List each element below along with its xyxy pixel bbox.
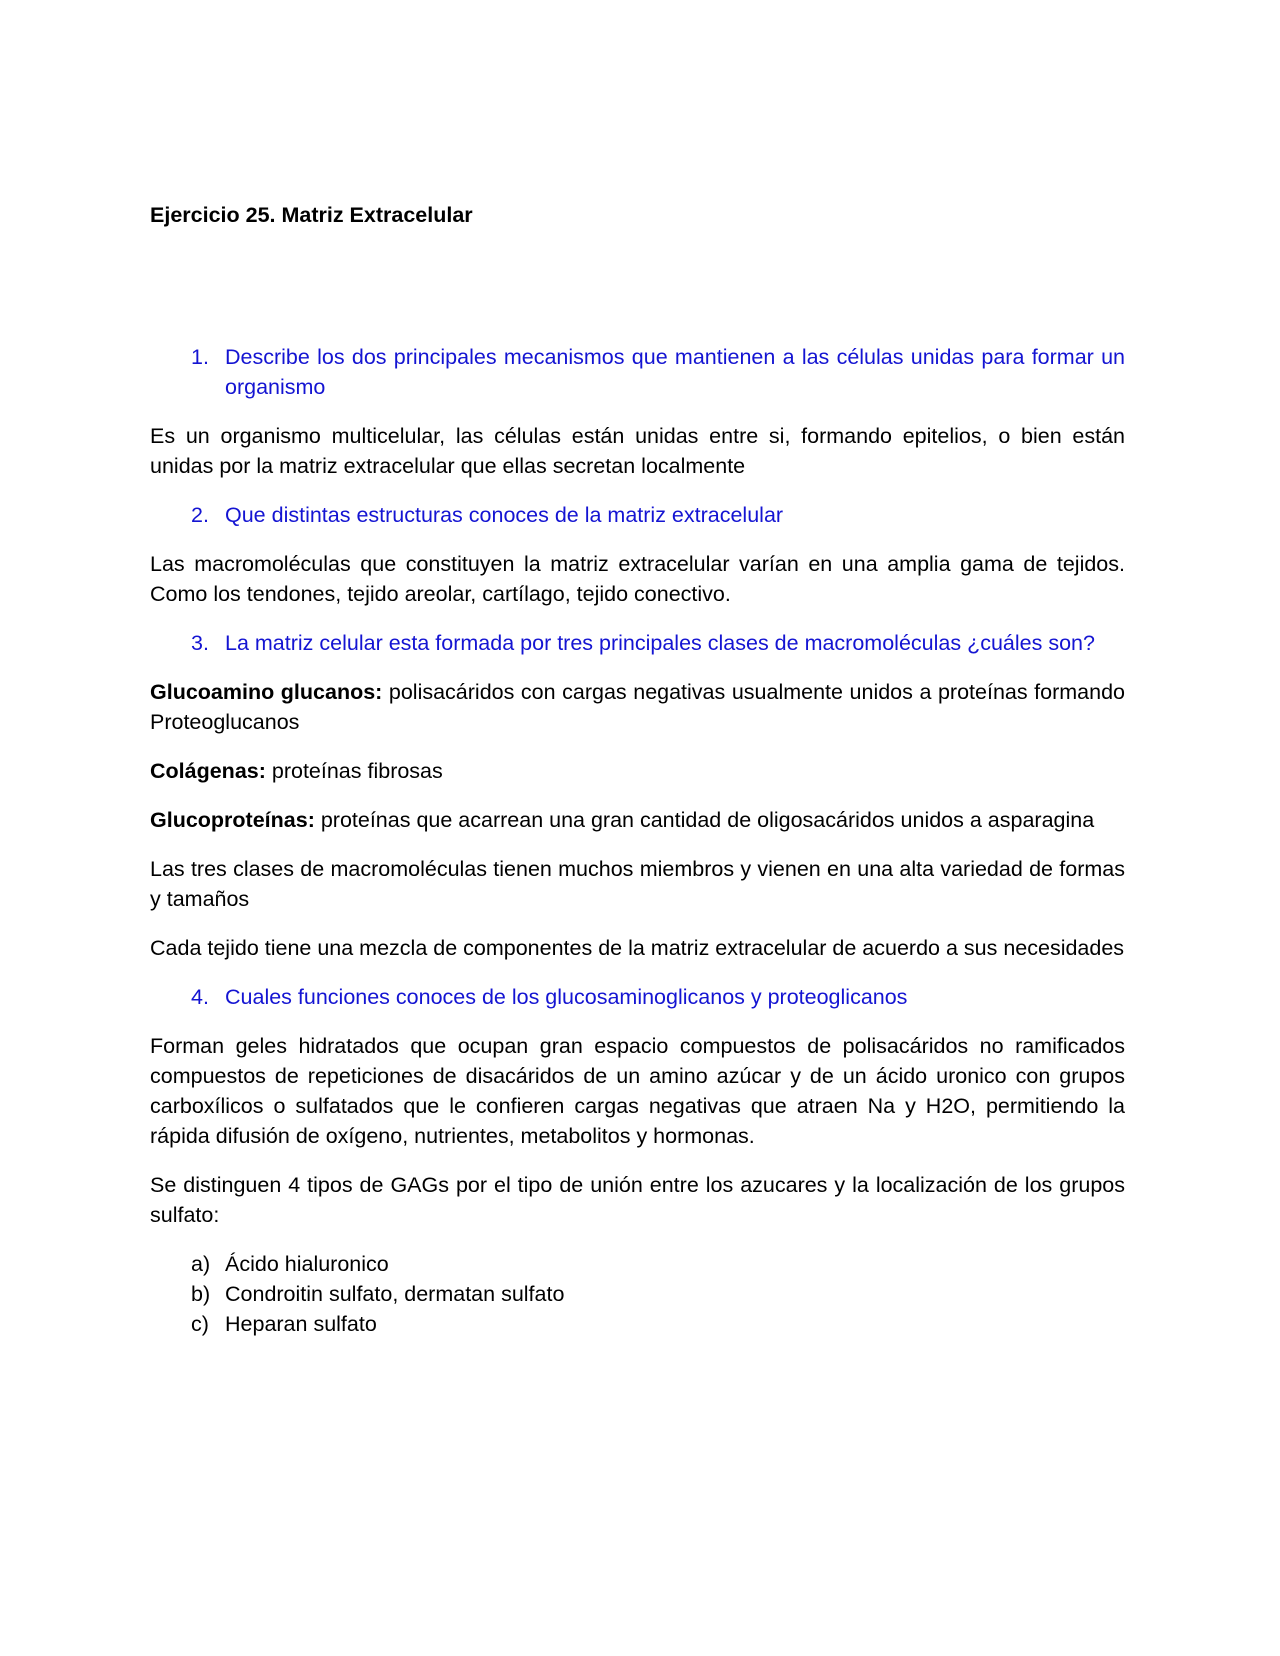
- document-page: [150, 200, 1125, 1339]
- answer-3-glucoamino: [150, 677, 1125, 737]
- question-4: [150, 982, 1125, 1012]
- list-item: [150, 1279, 1125, 1309]
- question-1: [150, 342, 1125, 402]
- answer-2: Las macromoléculas que constituyen la matriz extracelular varían en una amplia gama de tejidos. Como los tendones, tejido areolar, cartílago, tejido conectivo.: [150, 552, 1125, 606]
- question-number: 3.: [191, 631, 209, 655]
- answer-4-paragraph: Forman geles hidratados que ocupan gran espacio compuestos de polisacáridos no ramificados compuestos de repeticiones de disacáridos de un amino azúcar y de un ácido uronico con grupos carboxílicos o sulfatados que le confieren cargas negativas que atraen Na y H2O, permitiendo la rápida difusión de oxígeno, nutrientes, metabolitos y hormonas.: [150, 1034, 1125, 1148]
- list-text: Ácido hialuronico: [225, 1252, 389, 1276]
- term-definition: proteínas que acarrean una gran cantidad de oligosacáridos unidos a asparagina: [314, 808, 1095, 832]
- question-text: Cuales funciones conoces de los glucosaminoglicanos y proteoglicanos: [225, 985, 908, 1009]
- list-label: a): [191, 1252, 211, 1276]
- question-text: Que distintas estructuras conoces de la matriz extracelular: [225, 503, 784, 527]
- list-text: Condroitin sulfato, dermatan sulfato: [225, 1282, 565, 1306]
- answer-4-paragraph: Se distinguen 4 tipos de GAGs por el tipo de unión entre los azucares y la localización de los grupos sulfato:: [150, 1173, 1125, 1227]
- list-item: [150, 1309, 1125, 1339]
- question-text: La matriz celular esta formada por tres principales clases de macromoléculas ¿cuáles son?: [225, 631, 1095, 655]
- question-number: 1.: [191, 345, 209, 369]
- answer-3-colagenas: [150, 756, 1125, 786]
- question-number: 2.: [191, 503, 209, 527]
- answer-3-paragraph: Cada tejido tiene una mezcla de componentes de la matriz extracelular de acuerdo a sus necesidades: [150, 936, 1125, 960]
- term-label: Glucoproteínas:: [150, 808, 315, 832]
- question-number: 4.: [191, 985, 209, 1009]
- term-definition: polisacáridos con cargas negativas usualmente unidos a proteínas formando Proteoglucanos: [150, 680, 1125, 734]
- spacer: [150, 230, 1125, 342]
- question-text: Describe los dos principales mecanismos que mantienen a las células unidas para formar un organismo: [225, 345, 1125, 399]
- answer-3-paragraph: Las tres clases de macromoléculas tienen muchos miembros y vienen en una alta variedad de formas y tamaños: [150, 857, 1125, 911]
- document-title: Ejercicio 25. Matriz Extracelular: [150, 203, 473, 227]
- list-label: b): [191, 1282, 211, 1306]
- answer-3-glucoproteinas: [150, 805, 1125, 835]
- term-label: Colágenas:: [150, 759, 266, 783]
- list-text: Heparan sulfato: [225, 1312, 377, 1336]
- question-2: [150, 500, 1125, 530]
- question-3: [150, 628, 1125, 658]
- list-label: c): [191, 1312, 209, 1336]
- term-definition: proteínas fibrosas: [265, 759, 443, 783]
- term-label: Glucoamino glucanos:: [150, 680, 383, 704]
- answer-1: Es un organismo multicelular, las células están unidas entre si, formando epitelios, o bien están unidas por la matriz extracelular que ellas secretan localmente: [150, 424, 1125, 478]
- list-item: [150, 1249, 1125, 1279]
